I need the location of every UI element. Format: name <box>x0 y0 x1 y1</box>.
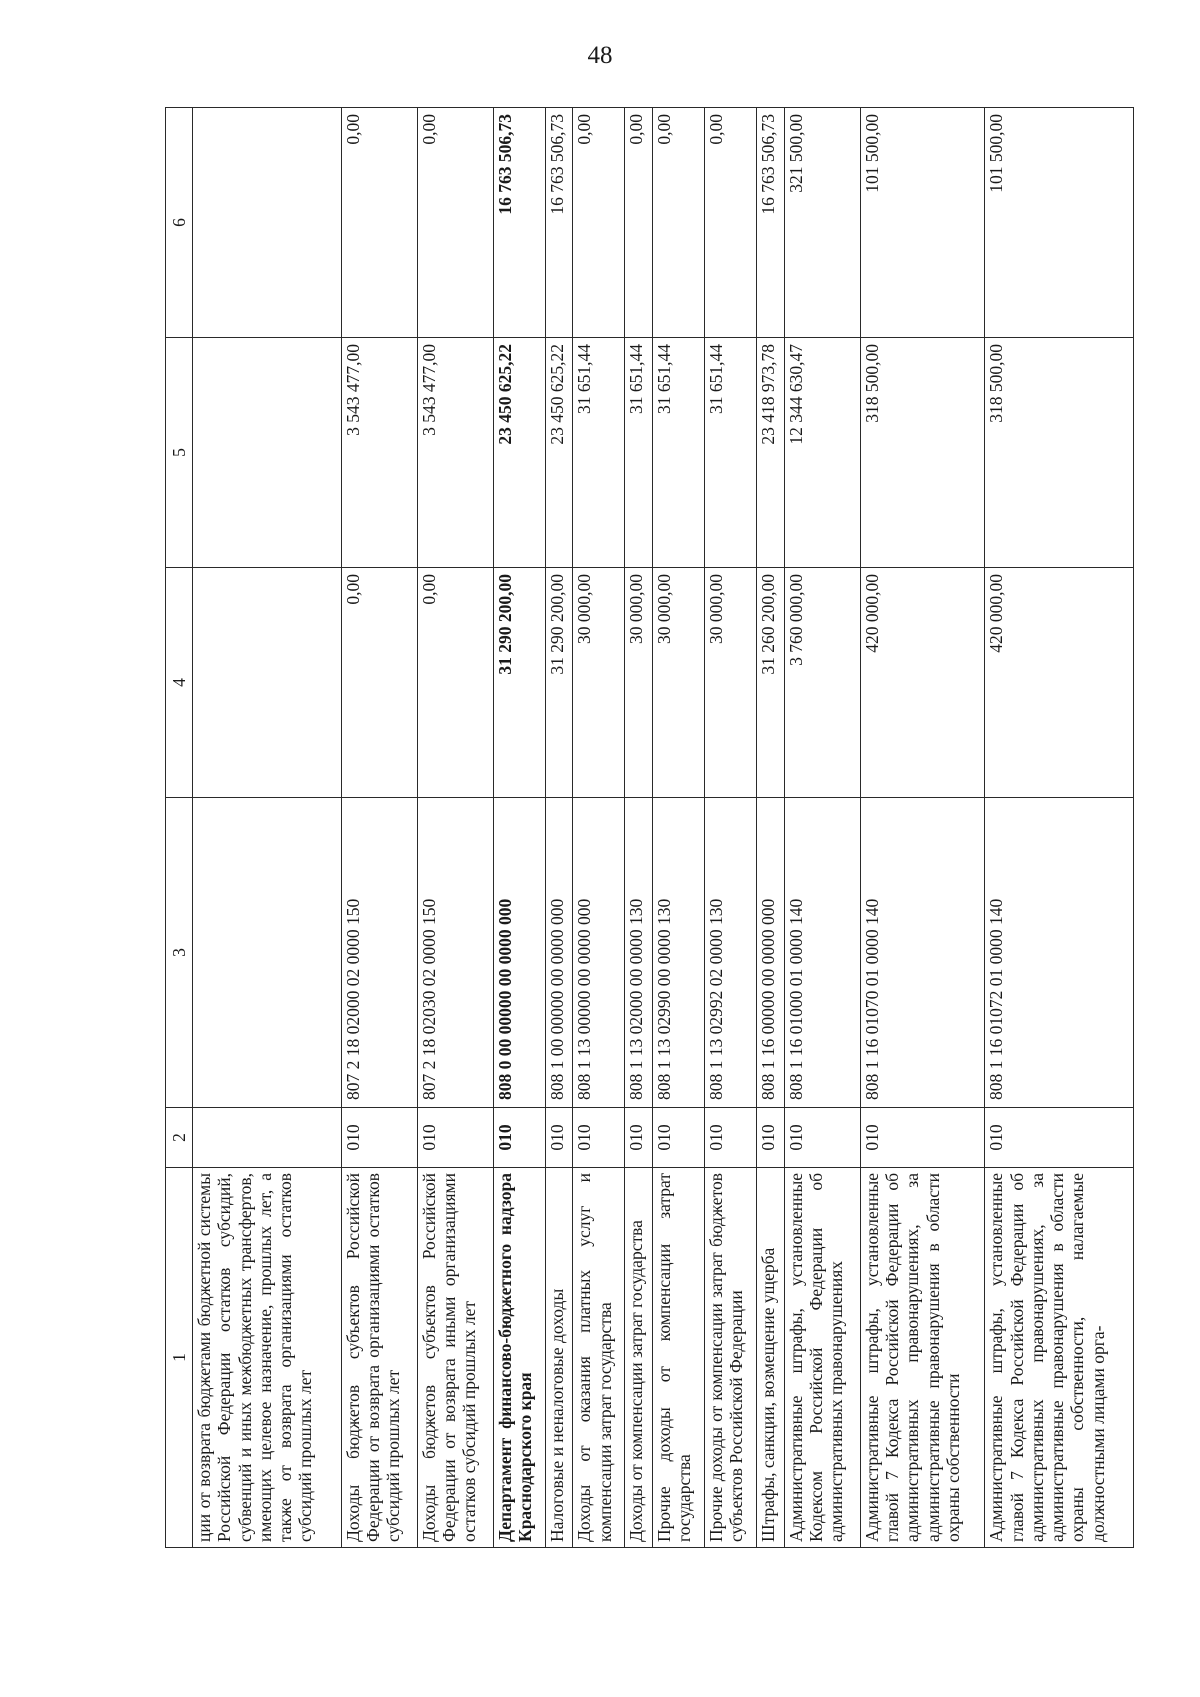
budget-classification-code-cell: 808 1 13 00000 00 0000 000 <box>573 798 625 1108</box>
table-row <box>417 108 493 1548</box>
row-name-cell: Административные штрафы, установленные главой 7 Кодекса Российской Федерации об административных правонарушениях, за административные правонарушения в области охраны собственности <box>860 1168 984 1548</box>
actual-amount-cell: 23 418 973,78 <box>757 338 785 568</box>
amount-cell: 0,00 <box>653 108 705 338</box>
amount-cell: 101 500,00 <box>985 108 1134 338</box>
actual-amount-cell: 31 651,44 <box>705 338 757 568</box>
budget-classification-code-cell: 808 1 13 02000 00 0000 130 <box>625 798 653 1108</box>
table-row <box>985 108 1134 1548</box>
table-row <box>193 108 342 1548</box>
rotated-table-container <box>165 108 1134 1548</box>
admin-code-cell: 010 <box>653 1108 705 1168</box>
row-name-cell: Департамент финансово-бюджетного надзора Краснодарского края <box>493 1168 545 1548</box>
table-row <box>625 108 653 1548</box>
admin-code-cell: 010 <box>573 1108 625 1168</box>
plan-amount-cell: 30 000,00 <box>573 568 625 798</box>
actual-amount-cell <box>193 338 342 568</box>
budget-classification-code-cell: 808 1 16 01000 01 0000 140 <box>784 798 860 1108</box>
budget-classification-code-cell: 807 2 18 02030 02 0000 150 <box>417 798 493 1108</box>
table-row <box>705 108 757 1548</box>
column-header: 3 <box>166 798 193 1108</box>
row-name-cell: Административные штрафы, установленные главой 7 Кодекса Российской Федерации об административных правонарушениях, за административные правонарушения в области охраны собственности, налагаемые должностными лицами орга- <box>985 1168 1134 1548</box>
plan-amount-cell: 30 000,00 <box>705 568 757 798</box>
budget-classification-code-cell: 808 1 16 01070 01 0000 140 <box>860 798 984 1108</box>
budget-revenue-table <box>165 107 1134 1548</box>
amount-cell: 0,00 <box>625 108 653 338</box>
plan-amount-cell: 420 000,00 <box>985 568 1134 798</box>
admin-code-cell: 010 <box>860 1108 984 1168</box>
row-name-cell: Прочие доходы от компенсации затрат государства <box>653 1168 705 1548</box>
row-name-cell: Доходы от компенсации затрат государства <box>625 1168 653 1548</box>
row-name-cell: ции от возврата бюджетами бюджетной системы Российской Федерации остатков субсидий, субвенций и иных межбюджетных трансфертов, имеющих целевое назначение, прошлых лет, а также от возврата организациями остатков субсидий прошлых лет <box>193 1168 342 1548</box>
admin-code-cell: 010 <box>784 1108 860 1168</box>
amount-cell: 0,00 <box>341 108 417 338</box>
row-name-cell: Штрафы, санкции, возмещение ущерба <box>757 1168 785 1548</box>
actual-amount-cell: 31 651,44 <box>625 338 653 568</box>
budget-classification-code-cell: 807 2 18 02000 02 0000 150 <box>341 798 417 1108</box>
plan-amount-cell: 31 260 200,00 <box>757 568 785 798</box>
actual-amount-cell: 23 450 625,22 <box>493 338 545 568</box>
budget-classification-code-cell <box>193 798 342 1108</box>
amount-cell: 0,00 <box>417 108 493 338</box>
plan-amount-cell: 31 290 200,00 <box>493 568 545 798</box>
admin-code-cell: 010 <box>705 1108 757 1168</box>
page-number: 48 <box>587 42 613 69</box>
actual-amount-cell: 3 543 477,00 <box>341 338 417 568</box>
amount-cell: 0,00 <box>705 108 757 338</box>
actual-amount-cell: 3 543 477,00 <box>417 338 493 568</box>
admin-code-cell: 010 <box>341 1108 417 1168</box>
budget-classification-code-cell: 808 1 16 01072 01 0000 140 <box>985 798 1134 1108</box>
actual-amount-cell: 31 651,44 <box>573 338 625 568</box>
amount-cell <box>193 108 342 338</box>
actual-amount-cell: 318 500,00 <box>860 338 984 568</box>
table-row <box>784 108 860 1548</box>
row-name-cell: Доходы от оказания платных услуг и компенсации затрат государства <box>573 1168 625 1548</box>
actual-amount-cell: 31 651,44 <box>653 338 705 568</box>
table-row <box>493 108 545 1548</box>
actual-amount-cell: 12 344 630,47 <box>784 338 860 568</box>
column-number-row <box>166 108 193 1548</box>
row-name-cell: Доходы бюджетов субъектов Российской Федерации от возврата иными организациями остатков субсидий прошлых лет <box>417 1168 493 1548</box>
column-header: 4 <box>166 568 193 798</box>
table-row <box>653 108 705 1548</box>
plan-amount-cell: 3 760 000,00 <box>784 568 860 798</box>
column-header: 2 <box>166 1108 193 1168</box>
actual-amount-cell: 318 500,00 <box>985 338 1134 568</box>
admin-code-cell: 010 <box>757 1108 785 1168</box>
actual-amount-cell: 23 450 625,22 <box>545 338 573 568</box>
row-name-cell: Административные штрафы, установленные Кодексом Российской Федерации об административных правонарушениях <box>784 1168 860 1548</box>
plan-amount-cell: 30 000,00 <box>653 568 705 798</box>
plan-amount-cell <box>193 568 342 798</box>
column-header: 1 <box>166 1168 193 1548</box>
amount-cell: 16 763 506,73 <box>757 108 785 338</box>
admin-code-cell: 010 <box>625 1108 653 1168</box>
admin-code-cell: 010 <box>493 1108 545 1168</box>
budget-classification-code-cell: 808 1 00 00000 00 0000 000 <box>545 798 573 1108</box>
amount-cell: 321 500,00 <box>784 108 860 338</box>
table-row <box>860 108 984 1548</box>
plan-amount-cell: 420 000,00 <box>860 568 984 798</box>
column-header: 5 <box>166 338 193 568</box>
table-row <box>573 108 625 1548</box>
column-header: 6 <box>166 108 193 338</box>
budget-classification-code-cell: 808 1 16 00000 00 0000 000 <box>757 798 785 1108</box>
amount-cell: 16 763 506,73 <box>493 108 545 338</box>
amount-cell: 0,00 <box>573 108 625 338</box>
row-name-cell: Прочие доходы от компенсации затрат бюджетов субъектов Российской Федерации <box>705 1168 757 1548</box>
amount-cell: 101 500,00 <box>860 108 984 338</box>
admin-code-cell: 010 <box>985 1108 1134 1168</box>
row-name-cell: Налоговые и неналоговые доходы <box>545 1168 573 1548</box>
row-name-cell: Доходы бюджетов субъектов Российской Федерации от возврата организациями остатков субсидий прошлых лет <box>341 1168 417 1548</box>
table-row <box>545 108 573 1548</box>
admin-code-cell <box>193 1108 342 1168</box>
budget-classification-code-cell: 808 1 13 02992 02 0000 130 <box>705 798 757 1108</box>
plan-amount-cell: 0,00 <box>341 568 417 798</box>
table-row <box>341 108 417 1548</box>
admin-code-cell: 010 <box>417 1108 493 1168</box>
amount-cell: 16 763 506,73 <box>545 108 573 338</box>
table-row <box>757 108 785 1548</box>
plan-amount-cell: 0,00 <box>417 568 493 798</box>
budget-classification-code-cell: 808 1 13 02990 00 0000 130 <box>653 798 705 1108</box>
budget-classification-code-cell: 808 0 00 00000 00 0000 000 <box>493 798 545 1108</box>
plan-amount-cell: 30 000,00 <box>625 568 653 798</box>
plan-amount-cell: 31 290 200,00 <box>545 568 573 798</box>
admin-code-cell: 010 <box>545 1108 573 1168</box>
